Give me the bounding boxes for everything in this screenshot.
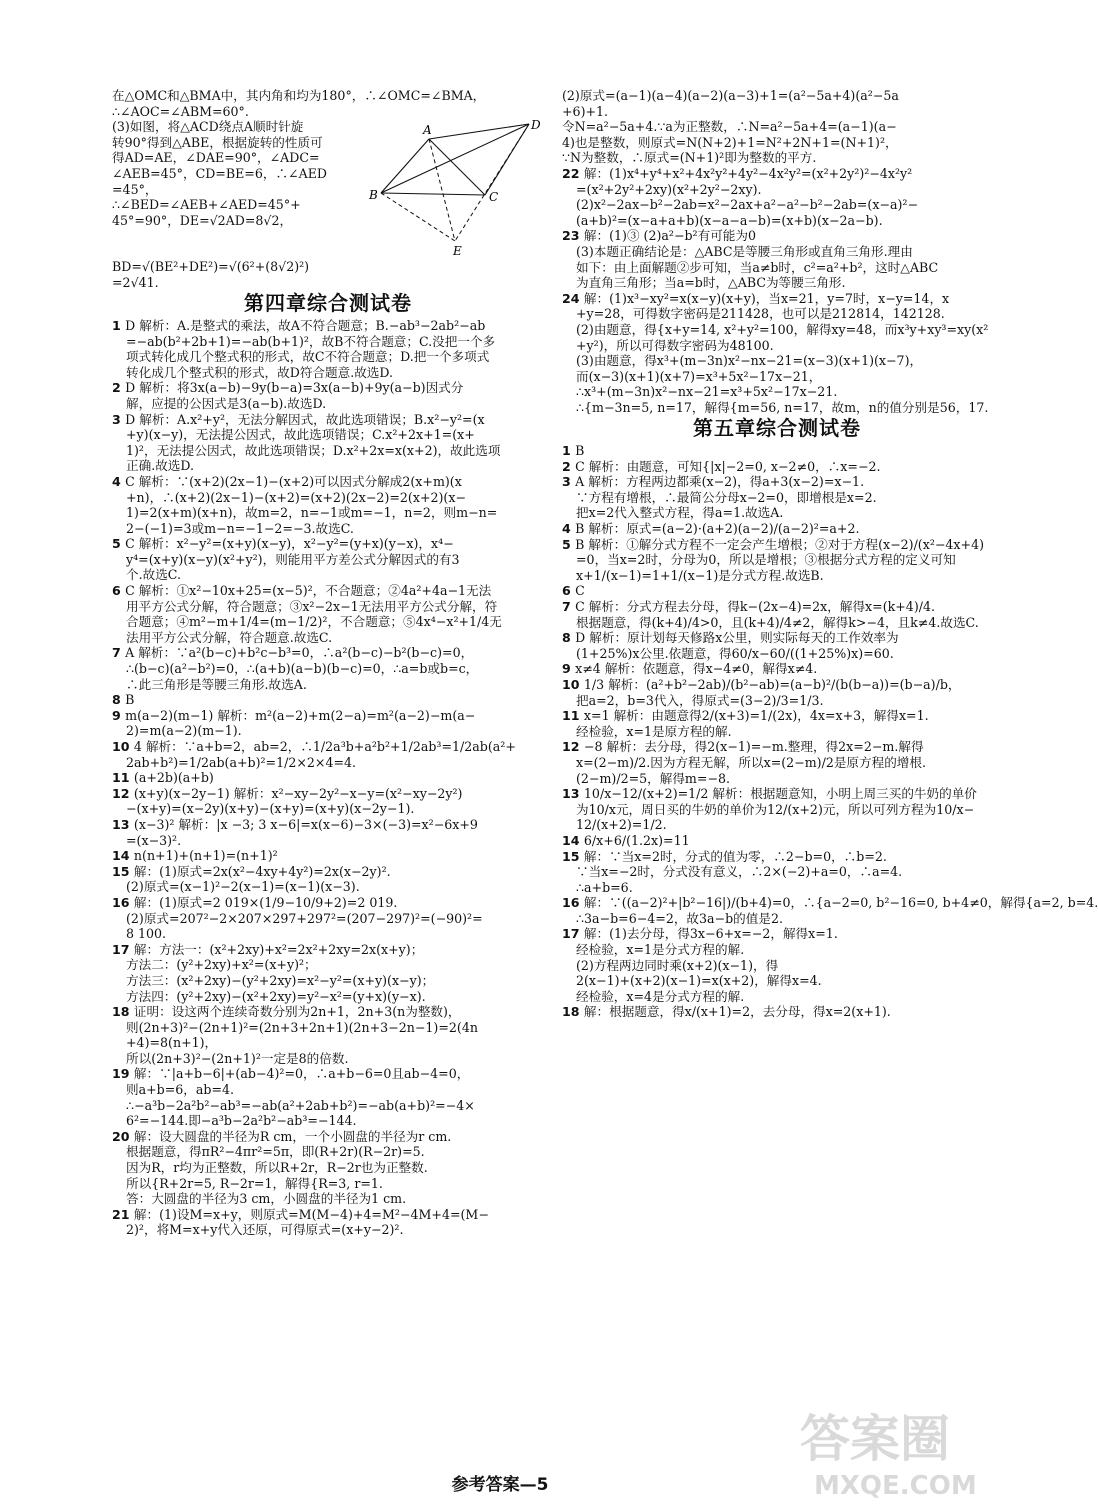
answer-number: 2 bbox=[112, 380, 126, 396]
answer-line: C 解析：x²−y²=(x+y)(x−y)，x²−y²=(y+x)(y−x)，x⁴− bbox=[125, 536, 454, 552]
answer-line: C bbox=[575, 583, 585, 599]
answer-number: 16 bbox=[562, 895, 584, 911]
answer-number: 22 bbox=[562, 165, 584, 181]
answer-number: 23 bbox=[562, 228, 584, 244]
answer-number: 1 bbox=[112, 317, 126, 333]
answer-item bbox=[562, 443, 992, 459]
answer-line: D 解析：将3x(a−b)−9y(b−a)=3x(a−b)+9y(a−b)因式分 bbox=[125, 380, 464, 396]
answer-line: 根据题意，得(k+4)/4>0，且(k+4)/4≠2，解得k>−4，且k≠4.故选C. bbox=[576, 614, 979, 630]
answer-line: 8 100. bbox=[126, 926, 167, 942]
answer-line: C 解析：由题意，可知{|x|−2=0, x−2≠0，∴x=−2. bbox=[575, 458, 881, 474]
text-line: BD=√(BE²+DE²)=√(6²+(8√2)²) bbox=[112, 259, 310, 275]
answer-line: x≠4 解析：依题意，得x−4≠0，解得x≠4. bbox=[575, 661, 818, 677]
answer-line: 为直角三角形；当a=b时，△ABC为等腰三角形. bbox=[576, 275, 846, 291]
answer-number: 10 bbox=[562, 676, 584, 692]
answer-line: 方法二：(y²+2xy)+x²=(x+y)²； bbox=[126, 957, 317, 973]
answer-line: 解：∵((a−2)²+|b²−16|)/(b+4)=0，∴{a−2=0, b²−16=0, b+4≠0，解得{a=2, b=4. bbox=[583, 895, 1098, 911]
answer-line: (2)原式=207²−2×207×297+297²=(207−297)²=(−90)²= bbox=[126, 910, 483, 926]
answer-item bbox=[112, 708, 544, 739]
answer-number: 11 bbox=[112, 770, 134, 786]
answer-number: 12 bbox=[112, 785, 134, 801]
figure-text bbox=[112, 119, 367, 259]
answer-number: 8 bbox=[562, 630, 576, 646]
answer-line: 6²=−144.即−a³b−2a²b²−ab³=−144. bbox=[126, 1113, 357, 1129]
answer-number: 17 bbox=[562, 926, 584, 942]
chapter5-answers bbox=[562, 443, 1098, 1020]
answer-number: 5 bbox=[112, 536, 126, 552]
answer-line: −8 解析：去分母，得2(x−1)=−m.整理，得2x=2−m.解得 bbox=[583, 739, 924, 755]
answer-number: 6 bbox=[562, 583, 576, 599]
answer-line: 2(x−1)+(x+2)(x−1)=x(x+2)，解得x=4. bbox=[576, 973, 822, 989]
answer-item bbox=[562, 583, 992, 599]
answer-line: 用平方公式分解，符合题意；③x²−2x−1无法用平方公式分解，符 bbox=[126, 598, 498, 614]
answer-line: (2)x²−2ax−b²−2ab=x²−2ax+a²−a²−b²−2ab=(x−a)²− bbox=[576, 197, 918, 213]
answer-line: 解：(1)去分母，得3x−6+x=−2，解得x=1. bbox=[583, 926, 838, 942]
answer-line: (2)由题意，得{x+y=14, x²+y²=100，解得xy=48，而x³y+xy³=xy(x² bbox=[576, 321, 989, 337]
answer-line: 答：大圆盘的半径为3 cm，小圆盘的半径为1 cm. bbox=[126, 1191, 407, 1207]
answer-line: 解：(1)原式=2x(x²−4xy+4y²)=2x(x−2y)². bbox=[133, 863, 391, 879]
answer-line: =(x−3)². bbox=[126, 832, 182, 848]
answer-number: 15 bbox=[562, 848, 584, 864]
answer-line: 方法三：(x²+2xy)−(y²+2xy)=x²−y²=(x+y)(x−y)； bbox=[126, 972, 435, 988]
label-A: A bbox=[423, 123, 432, 138]
answer-line: 转化成几个整式积的形式，故D符合题意.故选D. bbox=[126, 364, 394, 380]
answer-line: x+1/(x−1)=1+1/(x−1)是分式方程.故选B. bbox=[576, 567, 824, 583]
answer-number: 19 bbox=[112, 1066, 134, 1082]
answer-line: B bbox=[575, 443, 585, 459]
answer-number: 15 bbox=[112, 863, 134, 879]
answer-number: 24 bbox=[562, 290, 584, 306]
text-line: 转90°得到△ABE，根据旋转的性质可 bbox=[112, 134, 323, 150]
right-column bbox=[562, 88, 1098, 1020]
label-D: D bbox=[531, 118, 541, 133]
answer-line: 经检验，x=1是分式方程的解. bbox=[576, 942, 745, 958]
answer-line: 解：(1)x⁴+y⁴+x²+4x²y²+4y²−4x²y²=(x²+2y²)²−4x²y² bbox=[583, 165, 913, 181]
answer-number: 9 bbox=[112, 707, 126, 723]
answer-line: 证明：设这两个连续奇数分别为2n+1，2n+3(n为整数)， bbox=[133, 1004, 461, 1020]
answer-number: 14 bbox=[112, 848, 134, 864]
answer-item bbox=[562, 739, 992, 786]
answer-line: (x+y)(x−2y−1) 解析：x²−xy−2y²−x−y=(x²−xy−2y²) bbox=[133, 785, 463, 801]
answer-item bbox=[112, 864, 544, 895]
text-line: =45°， bbox=[112, 181, 158, 197]
answer-line: D 解析：原计划每天修路x公里，则实际每天的工作效率为 bbox=[575, 630, 899, 646]
answer-item bbox=[112, 1004, 544, 1066]
answer-line: 经检验，x=4是分式方程的解. bbox=[576, 988, 745, 1004]
answer-line: 解，应提的公因式是3(a−b).故选D. bbox=[126, 395, 327, 411]
answer-line: A 解析：方程两边都乘(x−2)，得a+3(x−2)=x−1. bbox=[575, 474, 865, 490]
answer-item bbox=[112, 942, 544, 1004]
answer-item bbox=[562, 677, 992, 708]
answer-item bbox=[112, 1207, 544, 1238]
answer-item bbox=[562, 630, 992, 661]
answer-item bbox=[112, 692, 544, 708]
left-after-figure-lines bbox=[112, 259, 544, 290]
answer-line: 解：设大圆盘的半径为R cm，一个小圆盘的半径为r cm. bbox=[133, 1128, 452, 1144]
text-line: ∠AEB=45°，CD=BE=6，∴∠AED bbox=[112, 165, 327, 181]
answer-number: 6 bbox=[112, 583, 126, 599]
answer-line: 则a+b=6，ab=4. bbox=[126, 1082, 235, 1098]
answer-item bbox=[112, 848, 544, 864]
answer-item bbox=[562, 926, 992, 1004]
chapter4-title: 第四章综合测试卷 bbox=[244, 291, 412, 316]
answer-line: 法用平方公式分解，符合题意.故选C. bbox=[126, 629, 333, 645]
answer-line: 经检验，x=1是原方程的解. bbox=[576, 723, 732, 739]
answer-number: 7 bbox=[112, 645, 126, 661]
answer-item bbox=[112, 817, 544, 848]
answer-line: (1+25%)x公里.依题意，得60/x−60/((1+25%)x)=60. bbox=[576, 645, 894, 661]
answer-line: 解：(1)x³−xy²=x(x−y)(x+y)，当x=21，y=7时，x−y=14，x bbox=[583, 290, 950, 306]
answer-line: 合题意；④m²−m+1/4=(m−1/2)²，不合题意；⑤4x⁴−x²+1/4无 bbox=[126, 614, 502, 630]
answer-line: 方法四：(y²+2xy)−(x²+2xy)=y²−x²=(y+x)(y−x). bbox=[126, 988, 426, 1004]
answer-number: 1 bbox=[562, 443, 576, 459]
answer-number: 10 bbox=[112, 739, 134, 754]
answer-line: 1)²，无法提公因式，故此选项错误；D.x²+2x=x(x+2)，故此选项 bbox=[126, 442, 501, 458]
answer-item bbox=[112, 770, 544, 786]
answer-line: 解：根据题意，得x/(x+1)=2，去分母，得x=2(x+1). bbox=[583, 1004, 891, 1020]
answer-line: ∴此三角形是等腰三角形.故选A. bbox=[126, 676, 307, 692]
answer-line: =0，当x=2时，分母为0，所以是增根；③根据分式方程的定义可知 bbox=[576, 552, 956, 568]
answer-line: 解：∵当x=2时，分式的值为零，∴2−b=0，∴b=2. bbox=[583, 848, 887, 864]
right-top-lines bbox=[562, 88, 992, 166]
answer-line: (2)原式=(x−1)²−2(x−1)=(x−1)(x−3). bbox=[126, 879, 360, 895]
answer-item bbox=[562, 1004, 992, 1020]
answer-line: C 解析：①x²−10x+25=(x−5)²，不合题意；②4a²+4a−1无法 bbox=[125, 583, 492, 599]
answer-line: 解：(1)设M=x+y，则原式=M(M−4)+4=M²−4M+4=(M− bbox=[133, 1206, 489, 1222]
answer-line: +y²)，所以可得数字密码为48100. bbox=[576, 337, 774, 353]
answer-number: 3 bbox=[112, 411, 126, 427]
answer-item bbox=[112, 583, 544, 645]
answer-item bbox=[112, 412, 544, 474]
answer-line: ∴a+b=6. bbox=[576, 879, 633, 895]
chapter4-answers bbox=[112, 318, 544, 1238]
answer-line: D 解析：A.是整式的乘法，故A不符合题意；B.−ab³−2ab²−ab bbox=[125, 317, 486, 333]
answer-line: +y=28，可得数字密码是211428，也可以是212814，142128. bbox=[576, 306, 945, 322]
answer-line: ∴−a³b−2a²b²−ab³=−ab(a²+2ab+b²)=−ab(a+b)²=−4× bbox=[126, 1097, 475, 1113]
label-E: E bbox=[453, 244, 462, 259]
answer-line: (a+b)²=(x−a+a+b)(x−a−a−b)=(x+b)(x−2a−b). bbox=[576, 212, 883, 228]
answer-line: 10/x−12/(x+2)=1/2 解析：根据题意知，小明上周三买的牛奶的单价 bbox=[583, 786, 977, 802]
answer-item bbox=[112, 739, 544, 770]
answer-item bbox=[112, 895, 544, 942]
watermark-logo bbox=[796, 1398, 992, 1502]
geometry-figure bbox=[367, 119, 542, 259]
answer-item bbox=[562, 708, 992, 739]
answer-line: B bbox=[125, 692, 135, 708]
answer-line: D 解析：A.x²+y²，无法分解因式，故此选项错误；B.x²−y²=(x bbox=[125, 411, 485, 427]
answer-number: 13 bbox=[112, 816, 134, 832]
answer-line: 4 解析：∵a+b=2，ab=2，∴1/2a³b+a²b²+1/2ab³=1/2ab(a²+ bbox=[133, 739, 516, 754]
answer-line: 因为R，r均为正整数，所以R+2r，R−2r也为正整数. bbox=[126, 1160, 428, 1176]
chapter5-title: 第五章综合测试卷 bbox=[693, 416, 861, 441]
answer-line: 12/(x+2)=1/2. bbox=[576, 817, 667, 833]
answer-line: n(n+1)+(n+1)=(n+1)² bbox=[133, 848, 278, 864]
answer-item bbox=[562, 537, 992, 584]
answer-line: ∵当x=−2时，分式没有意义，∴2×(−2)+a=0，∴a=4. bbox=[576, 864, 903, 880]
left-column bbox=[112, 88, 544, 1238]
answer-number: 14 bbox=[562, 832, 584, 848]
answer-item bbox=[112, 786, 544, 817]
answer-line: ∴(b−c)(a²−b²)=0，∴(a+b)(a−b)(b−c)=0，∴a=b或b=c， bbox=[126, 661, 479, 677]
text-line: ∴∠AOC=∠ABM=60°. bbox=[112, 103, 249, 119]
answer-line: B 解析：原式=(a−2)·(a+2)(a−2)/(a−2)²=a+2. bbox=[575, 521, 860, 537]
answer-line: ∴{m−3n=5, n=17，解得{m=56, n=17，故m，n的值分别是56，17. bbox=[576, 399, 989, 415]
answer-number: 21 bbox=[112, 1206, 134, 1222]
watermark-text-top: 答案圈 bbox=[800, 1410, 950, 1468]
answer-item bbox=[562, 474, 992, 521]
watermark-text-bottom: MXQE.COM bbox=[814, 1471, 977, 1501]
answer-number: 17 bbox=[112, 941, 134, 957]
answer-item bbox=[112, 1066, 544, 1128]
answer-item bbox=[562, 849, 992, 896]
answer-line: 2)²，将M=x+y代入还原，可得原式=(x+y−2)². bbox=[126, 1222, 404, 1238]
answer-line: −(x+y)=(x−2y)(x+y)−(x+y)=(x+y)(x−2y−1). bbox=[126, 801, 415, 817]
answer-item bbox=[562, 833, 992, 849]
answer-line: 6/x+6/(1.2x)=11 bbox=[583, 832, 690, 848]
answer-line: 个.故选C. bbox=[126, 567, 181, 583]
answer-number: 12 bbox=[562, 739, 584, 755]
right-answers-22-24 bbox=[562, 166, 992, 416]
figure-row bbox=[112, 119, 544, 259]
answer-line: 项式转化成几个整式积的形式，故C不符合题意；D.把一个多项式 bbox=[126, 349, 490, 365]
answer-item bbox=[112, 536, 544, 583]
answer-line: 则(2n+3)²−(2n+1)²=(2n+3+2n+1)(2n+3−2n−1)=2(4n bbox=[126, 1019, 478, 1035]
answer-line: 2)=m(a−2)(m−1). bbox=[126, 723, 242, 739]
answer-line: +n)，∴(x+2)(2x−1)−(x+2)=(x+2)(2x−2)=2(x+2)(x− bbox=[126, 489, 466, 505]
answer-line: 解：(1)③ (2)a²−b²有可能为0 bbox=[583, 228, 756, 244]
answer-item bbox=[562, 895, 1098, 926]
answer-line: (x−3)² 解析：|x −3; 3 x−6|=x(x−6)−3×(−3)=x²−6x+9 bbox=[133, 816, 478, 832]
answer-number: 3 bbox=[562, 474, 576, 490]
answer-line: 把x=2代入整式方程，得a=1.故选A. bbox=[576, 505, 784, 521]
answer-line: 解：∵|a+b−6|+(ab−4)²=0，∴a+b−6=0且ab−4=0， bbox=[133, 1066, 470, 1082]
answer-line: 1)=2(x+m)(x+n)，故m=2，n=−1或m=−1，n=2，则m−n= bbox=[126, 505, 498, 521]
answer-item bbox=[112, 380, 544, 411]
answer-line: C 解析：∵(x+2)(2x−1)−(x+2)可以因式分解成2(x+m)(x bbox=[125, 473, 462, 489]
answer-line: 而(x−3)(x+1)(x+7)=x³+5x²−17x−21， bbox=[576, 368, 822, 384]
answer-line: 1/3 解析：(a²+b²−2ab)/(b²−ab)=(a−b)²/(b(b−a))=(b−a)/b， bbox=[583, 676, 961, 692]
answer-number: 8 bbox=[112, 692, 126, 708]
answer-line: y⁴=(x+y)(x−y)(x²+y²)，则能用平方差公式分解因式的有3 bbox=[126, 551, 460, 567]
text-line: (3)如图，将△ACD绕点A顺时针旋 bbox=[112, 119, 304, 135]
answer-line: x=(2−m)/2.因为方程无解，所以x=(2−m)/2是原方程的增根. bbox=[576, 754, 926, 770]
answer-line: (3)由题意，得x³+(m−3n)x²−nx−21=(x−3)(x+1)(x−7)， bbox=[576, 353, 923, 369]
answer-line: 所以{R+2r=5, R−2r=1，解得{R=3, r=1. bbox=[126, 1175, 383, 1191]
answer-line: (2−m)/2=5，解得m=−8. bbox=[576, 770, 730, 786]
answer-line: 2ab+b²)=1/2ab(a+b)²=1/2×2×4=4. bbox=[126, 754, 357, 770]
answer-number: 4 bbox=[112, 473, 126, 489]
text-line: 得AD=AE，∠DAE=90°，∠ADC= bbox=[112, 150, 320, 166]
answer-line: C 解析：分式方程去分母，得k−(2x−4)=2x，解得x=(k+4)/4. bbox=[575, 599, 935, 614]
answer-item bbox=[112, 474, 544, 536]
answer-line: +4)=8(n+1)， bbox=[126, 1035, 218, 1051]
answer-line: =−ab(b²+2b+1)=−ab(b+1)²，故B不符合题意；C.没把一个多 bbox=[126, 333, 496, 349]
answer-line: 所以(2n+3)²−(2n+1)²一定是8的倍数. bbox=[126, 1050, 349, 1066]
text-line: 4)也是整数，则原式=N(N+2)+1=N²+2N+1=(N+1)²， bbox=[562, 134, 898, 150]
text-line: ∵N为整数，∴原式=(N+1)²即为整数的平方. bbox=[562, 150, 817, 166]
label-B: B bbox=[369, 188, 378, 203]
text-line: 令N=a²−5a+4.∵a为正整数，∴N=a²−5a+4=(a−1)(a− bbox=[562, 119, 897, 135]
text-line: (2)原式=(a−1)(a−4)(a−2)(a−3)+1=(a²−5a+4)(a²−5a bbox=[562, 88, 899, 103]
answer-item bbox=[562, 228, 992, 290]
answer-line: 解：(1)原式=2 019×(1/9−10/9+2)=2 019. bbox=[133, 894, 398, 910]
text-line: ∴∠BED=∠AEB+∠AED=45°+ bbox=[112, 197, 301, 213]
answer-item bbox=[562, 786, 992, 833]
answer-number: 11 bbox=[562, 708, 584, 724]
text-line: 45°=90°，DE=√2AD=8√2， bbox=[112, 212, 293, 228]
label-C: C bbox=[489, 190, 499, 205]
answer-number: 20 bbox=[112, 1128, 134, 1144]
text-line: =2√41. bbox=[112, 274, 159, 290]
answer-item bbox=[112, 318, 544, 380]
answer-number: 4 bbox=[562, 521, 576, 537]
answer-line: (3)本题正确结论是：△ABC是等腰三角形或直角三角形.理由 bbox=[576, 243, 913, 259]
answer-item bbox=[562, 459, 992, 475]
answer-line: A 解析：∵a²(b−c)+b²c−b³=0，∴a²(b−c)−b²(b−c)=0， bbox=[125, 645, 474, 661]
text-line: +6)+1. bbox=[562, 103, 609, 119]
answer-line: ∴3a−b=6−4=2，故3a−b的值是2. bbox=[576, 910, 783, 926]
answer-number: 13 bbox=[562, 786, 584, 802]
answer-line: x=1 解析：由题意得2/(x+3)=1/(2x)，4x=x+3，解得x=1. bbox=[583, 708, 929, 724]
answer-number: 7 bbox=[562, 599, 576, 614]
answer-line: ∴x³+(m−3n)x²−nx−21=x³+5x²−17x−21. bbox=[576, 384, 838, 400]
answer-line: ∵方程有增根，∴最简公分母x−2=0，即增根是x=2. bbox=[576, 489, 877, 505]
answer-line: (2)方程两边同时乘(x+2)(x−1)，得 bbox=[576, 957, 779, 973]
answer-number: 2 bbox=[562, 458, 576, 474]
answer-item bbox=[562, 661, 992, 677]
answer-line: 如下：由上面解题②步可知，当a≠b时，c²=a²+b²，这时△ABC bbox=[576, 259, 939, 275]
left-top-lines bbox=[112, 88, 544, 119]
answer-item bbox=[112, 1129, 544, 1207]
answer-number: 18 bbox=[562, 1004, 584, 1020]
answer-line: (a+2b)(a+b) bbox=[133, 770, 214, 786]
text-line: 在△OMC和△BMA中，其内角和均为180°，∴∠OMC=∠BMA， bbox=[112, 88, 486, 103]
answer-line: 解：方法一：(x²+2xy)+x²=2x²+2xy=2x(x+y)； bbox=[133, 941, 424, 957]
answer-item bbox=[562, 291, 992, 416]
answer-line: 根据题意，得πR²−4πr²=5π，即(R+2r)(R−2r)=5. bbox=[126, 1144, 425, 1160]
answer-line: 为10/x元，周日买的牛奶的单价为12/(x+2)元，所以可列方程为10/x− bbox=[576, 801, 975, 817]
answer-line: 正确.故选D. bbox=[126, 458, 195, 474]
answer-number: 16 bbox=[112, 894, 134, 910]
answer-line: 2−(−1)=3或m−n=−1−2=−3.故选C. bbox=[126, 520, 354, 536]
answer-line: m(a−2)(m−1) 解析：m²(a−2)+m(2−a)=m²(a−2)−m(a− bbox=[125, 707, 476, 723]
answer-item bbox=[562, 166, 992, 228]
answer-line: =(x²+2y²+2xy)(x²+2y²−2xy). bbox=[576, 181, 762, 197]
answer-item bbox=[562, 599, 992, 630]
answer-line: 把a=2，b=3代入，得原式=(3−2)/3=1/3. bbox=[576, 692, 824, 708]
answer-line: +y)(x−y)，无法提公因式，故此选项错误；C.x²+2x+1=(x+ bbox=[126, 427, 475, 443]
answer-number: 18 bbox=[112, 1004, 134, 1020]
answer-line: B 解析：①解分式方程不一定会产生增根；②对于方程(x−2)/(x²−4x+4) bbox=[575, 536, 985, 552]
answer-number: 5 bbox=[562, 536, 576, 552]
page-footer: 参考答案—5 bbox=[451, 1475, 549, 1495]
answer-item bbox=[562, 521, 992, 537]
answer-item bbox=[112, 645, 544, 692]
answer-number: 9 bbox=[562, 661, 576, 677]
